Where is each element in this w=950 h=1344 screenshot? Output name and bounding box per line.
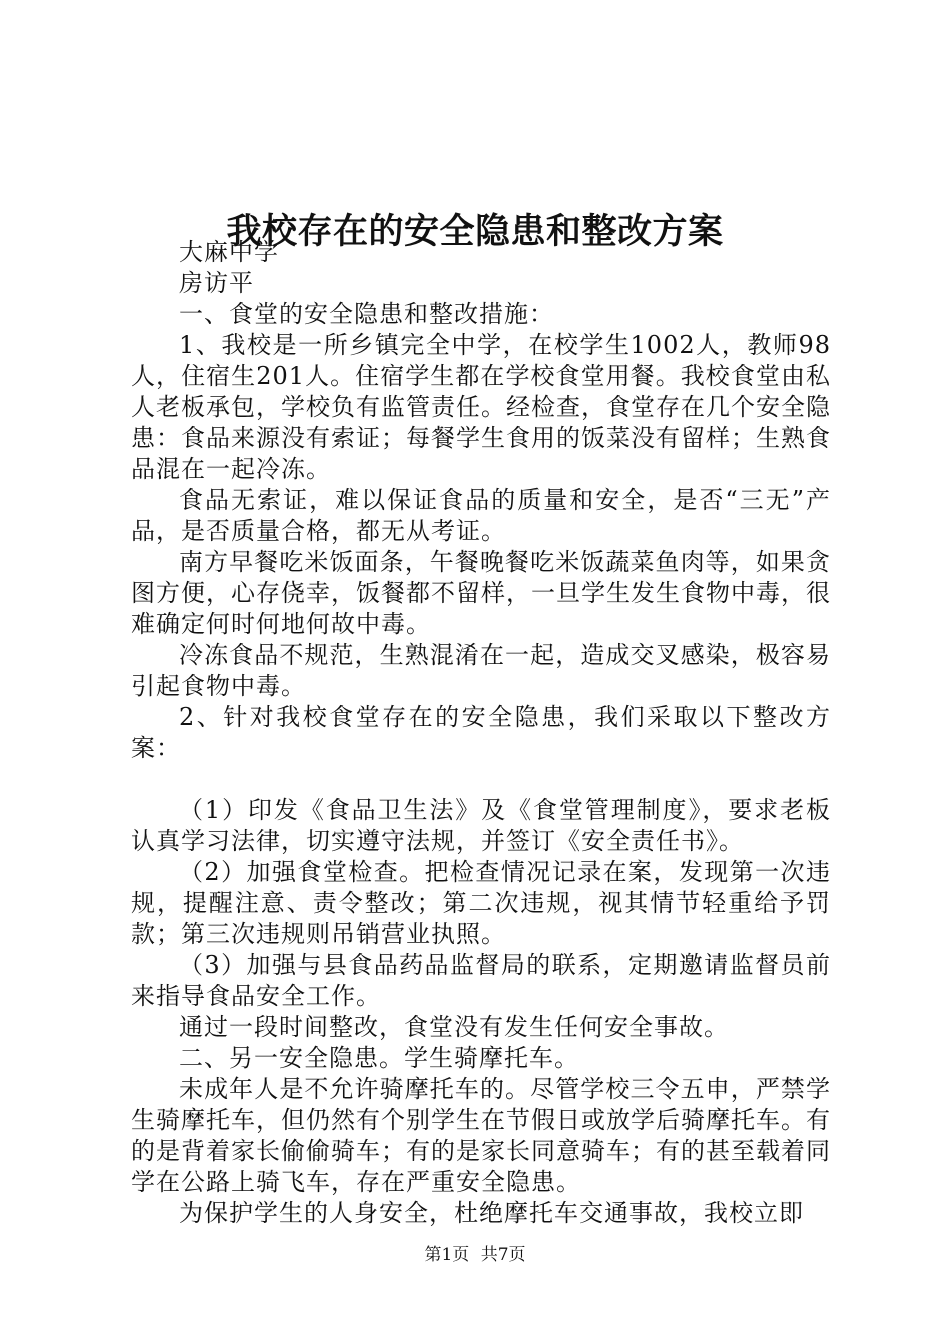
list-item: （2）加强食堂检查。把检查情况记录在案，发现第一次违规，提醒注意、责令整改；第二次违规，视其情节轻重给予罚款；第三次违规则吊销营业执照。 — [131, 858, 831, 948]
author-name: 房访平 — [179, 269, 254, 297]
page-number-footer: 第1页 共7页 — [424, 1245, 526, 1265]
paragraph: 食品无索证，难以保证食品的质量和安全，是否“三无”产品，是否质量合格，都无从考证。 — [131, 486, 831, 545]
paragraph: 冷冻食品不规范，生熟混淆在一起，造成交叉感染，极容易引起食物中毒。 — [131, 641, 831, 700]
paragraph: 2、针对我校食堂存在的安全隐患，我们采取以下整改方案： — [131, 703, 831, 762]
list-item: （1）印发《食品卫生法》及《食堂管理制度》，要求老板认真学习法律，切实遵守法规，并签订《安全责任书》。 — [131, 796, 831, 855]
school-name: 大麻中学 — [179, 238, 279, 266]
paragraph: 南方早餐吃米饭面条，午餐晚餐吃米饭蔬菜鱼肉等，如果贪图方便，心存侥幸，饭餐都不留样，一旦学生发生食物中毒，很难确定何时何地何故中毒。 — [131, 548, 831, 638]
paragraph: 未成年人是不允许骑摩托车的。尽管学校三令五申，严禁学生骑摩托车，但仍然有个别学生在节假日或放学后骑摩托车。有的是背着家长偷偷骑车；有的是家长同意骑车；有的甚至载着同学在公路上骑飞车，存在严重安全隐患。 — [131, 1075, 831, 1196]
document-body — [131, 237, 831, 1229]
paragraph: 1、我校是一所乡镇完全中学，在校学生1002人，教师98人，住宿生201人。住宿学生都在学校食堂用餐。我校食堂由私人老板承包，学校负有监管责任。经检查，食堂存在几个安全隐患：食品来源没有索证；每餐学生食用的饭菜没有留样；生熟食品混在一起冷冻。 — [131, 331, 831, 483]
list-item: （3）加强与县食品药品监督局的联系，定期邀请监督员前来指导食品安全工作。 — [131, 951, 831, 1010]
section-heading-motorcycle: 二、另一安全隐患。学生骑摩托车。 — [179, 1044, 579, 1072]
paragraph: 为保护学生的人身安全，杜绝摩托车交通事故，我校立即 — [179, 1199, 804, 1227]
paragraph: 通过一段时间整改，食堂没有发生任何安全事故。 — [179, 1013, 729, 1041]
document-title: 我校存在的安全隐患和整改方案 — [226, 211, 724, 253]
section-heading-canteen: 一、食堂的安全隐患和整改措施： — [179, 300, 554, 328]
